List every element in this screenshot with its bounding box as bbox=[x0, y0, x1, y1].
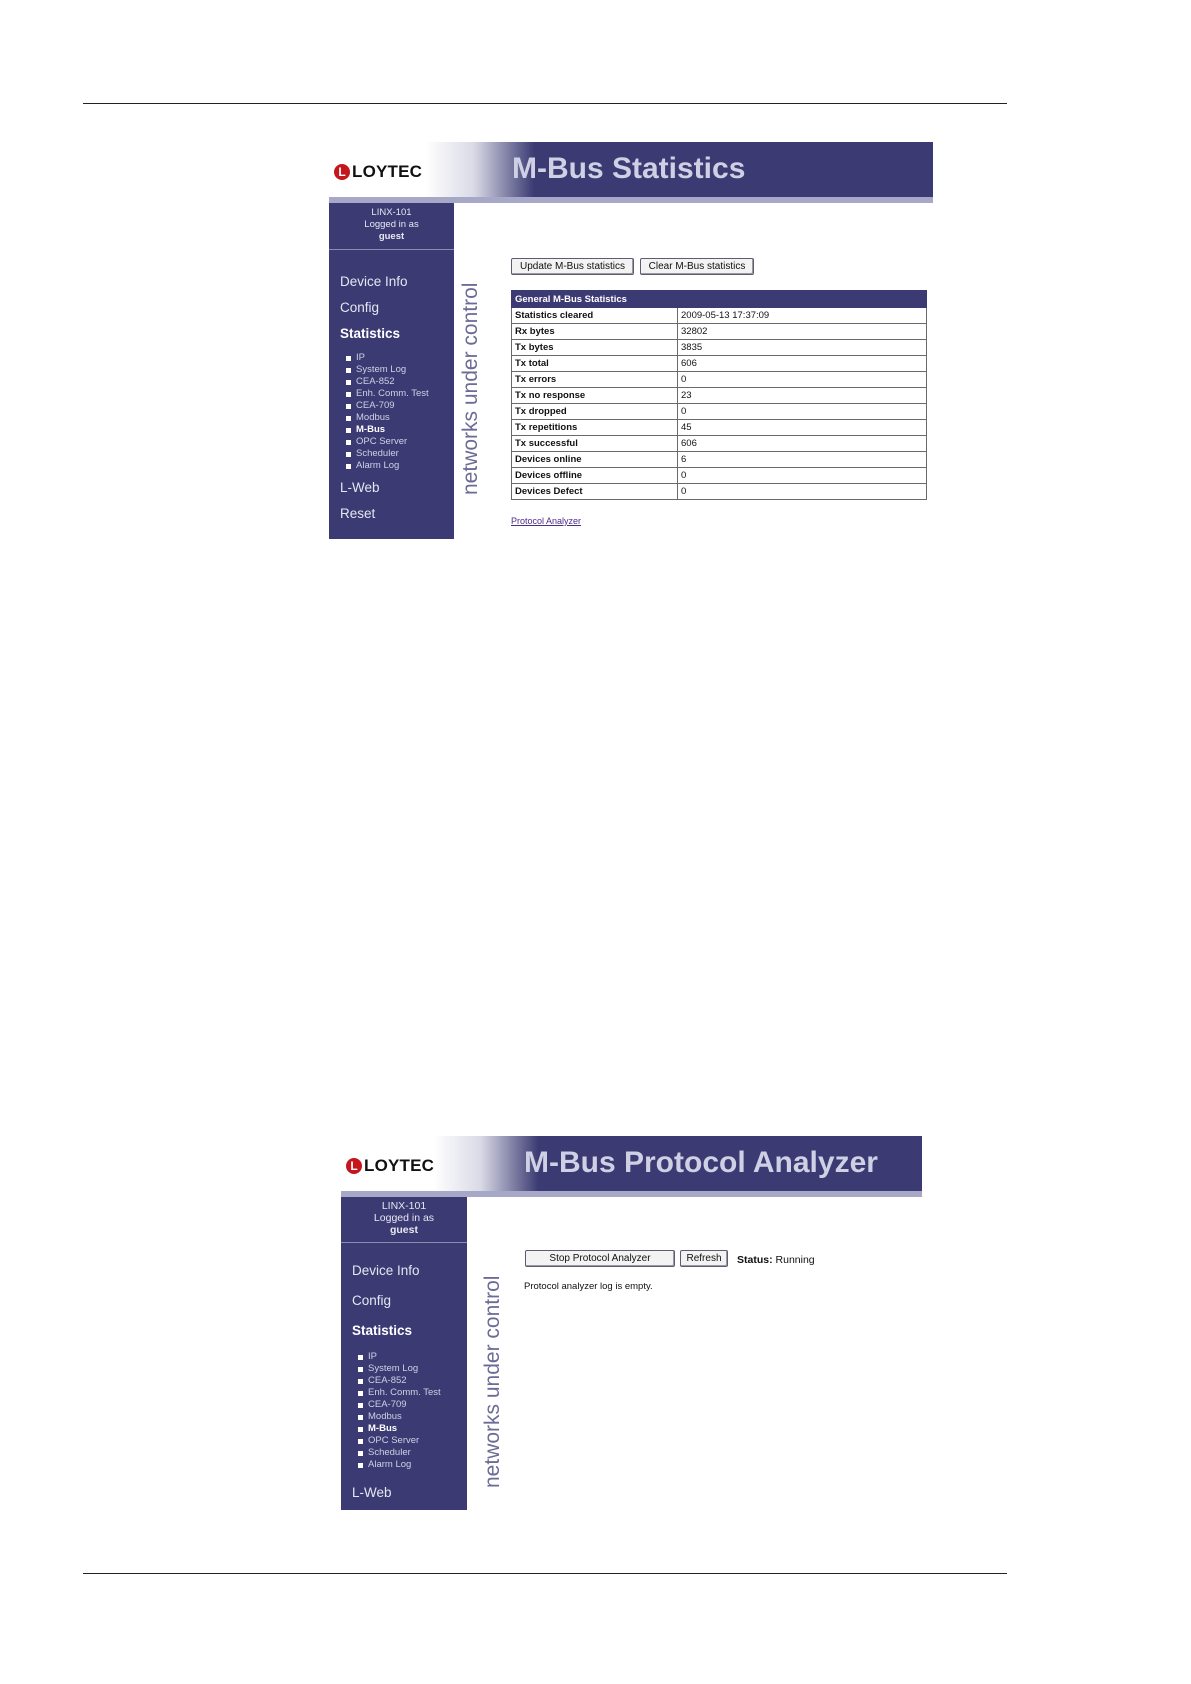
row-value: 606 bbox=[678, 356, 927, 372]
nav-sub-scheduler[interactable]: Scheduler bbox=[346, 448, 454, 460]
status-label: Status: bbox=[737, 1254, 773, 1266]
username: guest bbox=[378, 231, 405, 242]
username: guest bbox=[389, 1224, 418, 1236]
statistics-submenu bbox=[341, 1351, 467, 1471]
nav-sub-ip[interactable]: IP bbox=[346, 352, 454, 364]
loytec-logo-icon: L bbox=[334, 164, 350, 180]
nav-sub-ip[interactable]: IP bbox=[358, 1351, 467, 1363]
bullet-icon bbox=[346, 380, 351, 385]
page-header bbox=[329, 142, 933, 203]
page-header bbox=[341, 1136, 922, 1197]
nav-sub-cea-709[interactable]: CEA-709 bbox=[346, 400, 454, 412]
clear-mbus-statistics-button[interactable]: Clear M-Bus statistics bbox=[640, 258, 754, 275]
table-header: General M-Bus Statistics bbox=[512, 291, 927, 308]
nav-sub-cea-709[interactable]: CEA-709 bbox=[358, 1399, 467, 1411]
logged-in-label: Logged in as bbox=[373, 1212, 435, 1224]
row-label: Devices Defect bbox=[512, 484, 678, 500]
row-value: 0 bbox=[678, 404, 927, 420]
nav-sub-m-bus[interactable]: M-Bus bbox=[346, 424, 454, 436]
row-label: Tx total bbox=[512, 356, 678, 372]
row-value: 0 bbox=[678, 468, 927, 484]
nav-sub-alarm-log[interactable]: Alarm Log bbox=[358, 1459, 467, 1471]
bullet-icon bbox=[358, 1463, 363, 1468]
device-name: LINX-101 bbox=[371, 207, 412, 218]
refresh-button[interactable]: Refresh bbox=[680, 1250, 728, 1267]
row-value: 45 bbox=[678, 420, 927, 436]
protocol-analyzer-link[interactable]: Protocol Analyzer bbox=[511, 516, 582, 526]
nav-l-web[interactable]: L-Web bbox=[352, 1485, 392, 1500]
row-label: Tx no response bbox=[512, 388, 678, 404]
table-row bbox=[512, 388, 927, 404]
loytec-logo-icon: L bbox=[346, 1158, 362, 1174]
bullet-icon bbox=[358, 1427, 363, 1432]
nav-sub-enh-comm-test[interactable]: Enh. Comm. Test bbox=[346, 388, 454, 400]
networks-under-control-tagline: networks under control bbox=[481, 1275, 504, 1488]
general-mbus-statistics-table bbox=[511, 290, 927, 500]
row-value: 23 bbox=[678, 388, 927, 404]
logo-text: LOYTEC bbox=[364, 1156, 435, 1175]
nav-config[interactable]: Config bbox=[340, 300, 380, 315]
statistics-submenu bbox=[329, 352, 454, 472]
table-row bbox=[512, 420, 927, 436]
nav-statistics[interactable]: Statistics bbox=[352, 1323, 413, 1338]
page-title: M-Bus Statistics bbox=[512, 152, 746, 185]
row-label: Tx bytes bbox=[512, 340, 678, 356]
table-row bbox=[512, 436, 927, 452]
row-label: Rx bytes bbox=[512, 324, 678, 340]
nav-sub-cea-852[interactable]: CEA-852 bbox=[358, 1375, 467, 1387]
table-row bbox=[512, 372, 927, 388]
mbus-statistics-screenshot bbox=[329, 142, 933, 539]
nav-sub-opc-server[interactable]: OPC Server bbox=[346, 436, 454, 448]
table-row bbox=[512, 356, 927, 372]
row-value: 0 bbox=[678, 484, 927, 500]
nav-sub-system-log[interactable]: System Log bbox=[358, 1363, 467, 1375]
row-label: Tx successful bbox=[512, 436, 678, 452]
bullet-icon bbox=[346, 440, 351, 445]
user-info bbox=[329, 203, 454, 250]
bullet-icon bbox=[358, 1379, 363, 1384]
bullet-icon bbox=[358, 1391, 363, 1396]
page-title: M-Bus Protocol Analyzer bbox=[524, 1146, 878, 1179]
bullet-icon bbox=[346, 392, 351, 397]
status-value: Running bbox=[775, 1254, 815, 1266]
nav-device-info[interactable]: Device Info bbox=[352, 1263, 420, 1278]
row-value: 0 bbox=[678, 372, 927, 388]
nav-sub-enh-comm-test[interactable]: Enh. Comm. Test bbox=[358, 1387, 467, 1399]
bullet-icon bbox=[346, 404, 351, 409]
row-label: Statistics cleared bbox=[512, 308, 678, 324]
bullet-icon bbox=[358, 1415, 363, 1420]
analyzer-status bbox=[737, 1254, 815, 1266]
row-label: Tx dropped bbox=[512, 404, 678, 420]
table-row bbox=[512, 452, 927, 468]
nav-sub-opc-server[interactable]: OPC Server bbox=[358, 1435, 467, 1447]
table-row bbox=[512, 340, 927, 356]
bullet-icon bbox=[358, 1439, 363, 1444]
row-label: Devices offline bbox=[512, 468, 678, 484]
row-label: Devices online bbox=[512, 452, 678, 468]
nav-sub-m-bus[interactable]: M-Bus bbox=[358, 1423, 467, 1435]
row-label: Tx errors bbox=[512, 372, 678, 388]
device-name: LINX-101 bbox=[381, 1200, 427, 1212]
stop-protocol-analyzer-button[interactable]: Stop Protocol Analyzer bbox=[525, 1250, 675, 1267]
row-value: 32802 bbox=[678, 324, 927, 340]
nav-sub-scheduler[interactable]: Scheduler bbox=[358, 1447, 467, 1459]
table-row bbox=[512, 404, 927, 420]
nav-sub-modbus[interactable]: Modbus bbox=[358, 1411, 467, 1423]
bullet-icon bbox=[358, 1367, 363, 1372]
update-mbus-statistics-button[interactable]: Update M-Bus statistics bbox=[511, 258, 634, 275]
table-row bbox=[512, 324, 927, 340]
nav-device-info[interactable]: Device Info bbox=[340, 274, 408, 289]
bullet-icon bbox=[358, 1355, 363, 1360]
nav-reset[interactable]: Reset bbox=[340, 506, 376, 521]
mbus-protocol-analyzer-screenshot bbox=[341, 1136, 922, 1510]
bullet-icon bbox=[346, 416, 351, 421]
bullet-icon bbox=[346, 368, 351, 373]
row-label: Tx repetitions bbox=[512, 420, 678, 436]
row-value: 6 bbox=[678, 452, 927, 468]
sidebar bbox=[329, 203, 454, 539]
row-value: 2009-05-13 17:37:09 bbox=[678, 308, 927, 324]
table-row bbox=[512, 308, 927, 324]
nav-sub-cea-852[interactable]: CEA-852 bbox=[346, 376, 454, 388]
bullet-icon bbox=[346, 452, 351, 457]
logo-text: LOYTEC bbox=[352, 162, 423, 181]
nav-config[interactable]: Config bbox=[352, 1293, 392, 1308]
bullet-icon bbox=[346, 464, 351, 469]
nav-sub-system-log[interactable]: System Log bbox=[346, 364, 454, 376]
row-value: 606 bbox=[678, 436, 927, 452]
bullet-icon bbox=[346, 428, 351, 433]
sidebar bbox=[341, 1197, 467, 1510]
loytec-logo bbox=[334, 162, 422, 182]
page-bottom-rule bbox=[83, 1573, 1007, 1574]
user-info bbox=[341, 1197, 467, 1243]
bullet-icon bbox=[346, 356, 351, 361]
bullet-icon bbox=[358, 1451, 363, 1456]
table-row bbox=[512, 484, 927, 500]
analyzer-log-message: Protocol analyzer log is empty. bbox=[524, 1281, 653, 1292]
logged-in-label: Logged in as bbox=[364, 219, 419, 230]
loytec-logo bbox=[346, 1156, 434, 1176]
nav-sub-modbus[interactable]: Modbus bbox=[346, 412, 454, 424]
networks-under-control-tagline: networks under control bbox=[459, 282, 482, 495]
nav-sub-alarm-log[interactable]: Alarm Log bbox=[346, 460, 454, 472]
bullet-icon bbox=[358, 1403, 363, 1408]
page-top-rule bbox=[83, 103, 1007, 104]
table-row bbox=[512, 468, 927, 484]
nav-l-web[interactable]: L-Web bbox=[340, 480, 380, 495]
nav-statistics[interactable]: Statistics bbox=[340, 326, 401, 341]
row-value: 3835 bbox=[678, 340, 927, 356]
